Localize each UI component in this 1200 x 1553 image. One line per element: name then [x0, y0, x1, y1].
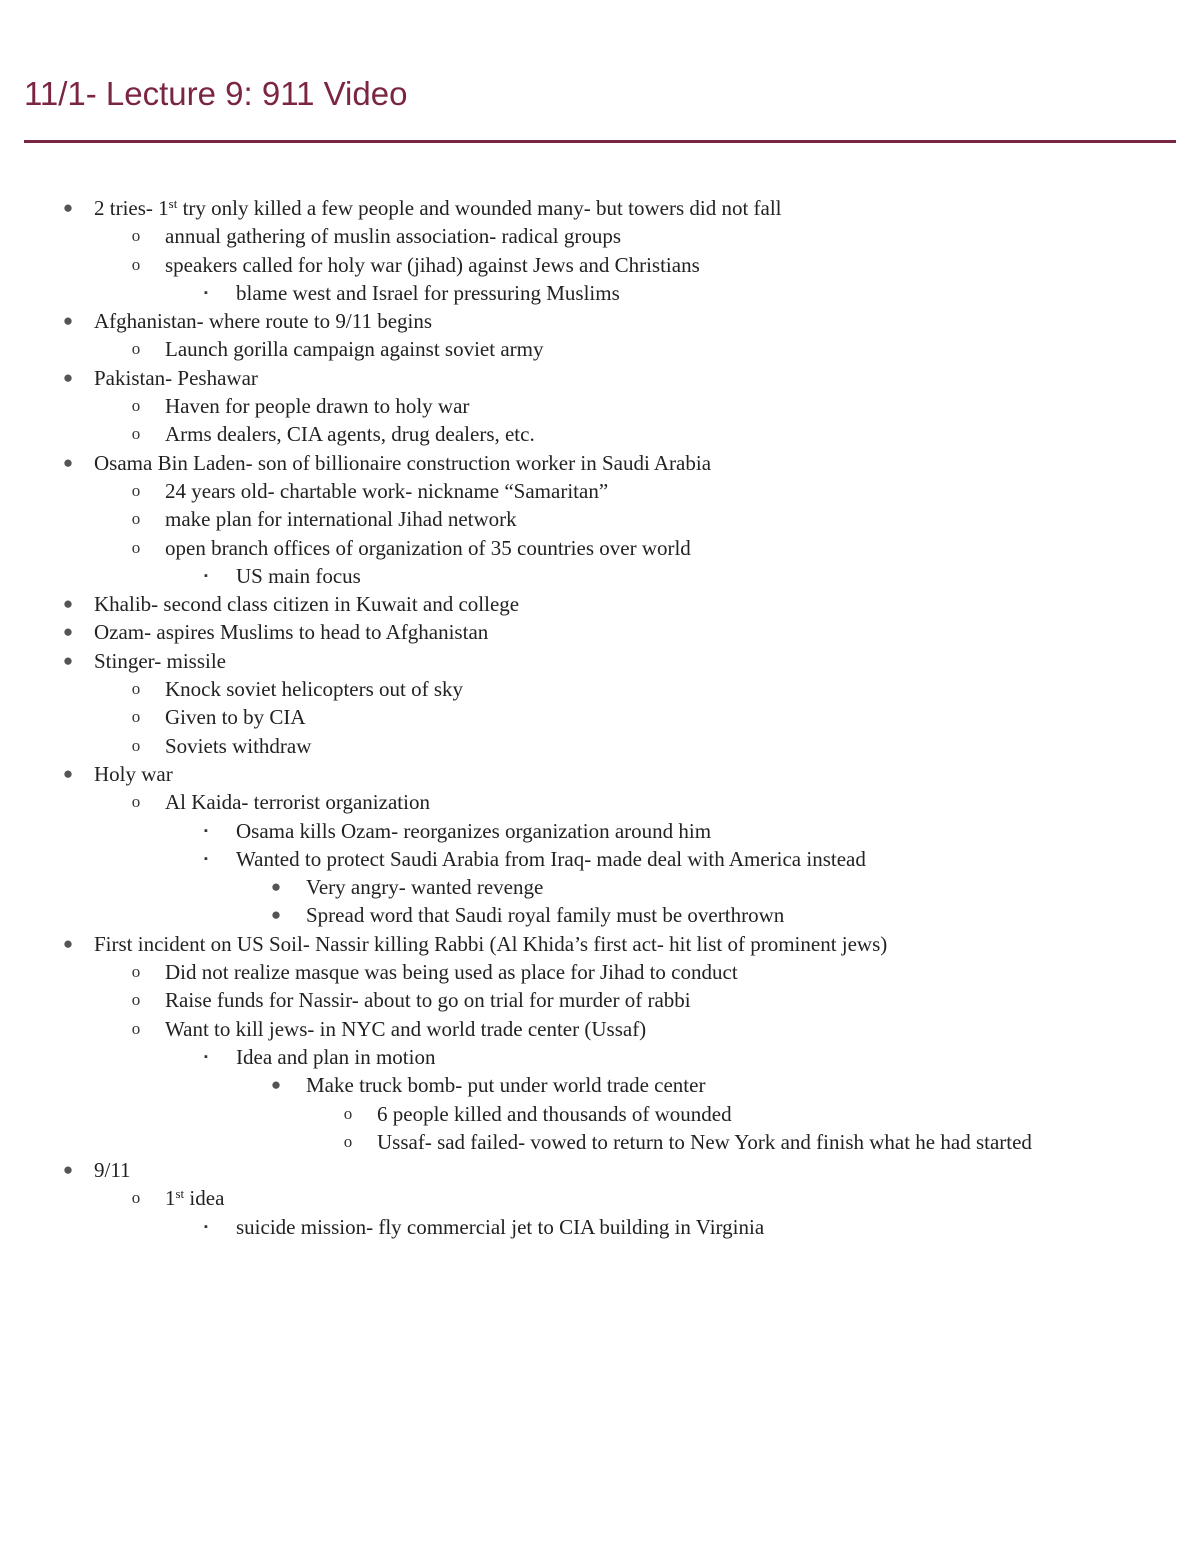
list-item — [0, 1184, 1200, 1212]
circle-bullet-icon: o — [131, 990, 141, 1010]
list-item — [0, 1015, 1200, 1043]
list-item — [0, 251, 1200, 279]
list-item — [0, 222, 1200, 250]
list-item — [0, 930, 1200, 958]
bullet-icon: ● — [62, 622, 74, 642]
list-item-text: Spread word that Saudi royal family must be overthrown — [306, 903, 785, 928]
list-item-text: Holy war — [94, 761, 173, 786]
list-item — [0, 449, 1200, 477]
list-item — [0, 788, 1200, 816]
list-item-text: 1st idea — [165, 1186, 225, 1211]
circle-bullet-icon: o — [343, 1131, 353, 1151]
circle-bullet-icon: o — [131, 396, 141, 416]
list-item — [0, 901, 1200, 929]
list-item-text: suicide mission- fly commercial jet to CIA building in Virginia — [236, 1214, 765, 1239]
list-item — [0, 647, 1200, 675]
bullet-icon: ● — [62, 763, 74, 783]
list-item — [0, 675, 1200, 703]
bullet-icon: ● — [62, 594, 74, 614]
list-item-text: open branch offices of organization of 35 countries over world — [165, 535, 691, 560]
list-item-text: Given to by CIA — [165, 705, 306, 730]
list-item-text: Haven for people drawn to holy war — [165, 394, 470, 419]
list-item-text: Ussaf- sad failed- vowed to return to New York and finish what he had started — [377, 1129, 1032, 1154]
list-item — [0, 1071, 1200, 1099]
list-item-text: 9/11 — [94, 1158, 131, 1183]
list-item-text: Ozam- aspires Muslims to head to Afghanistan — [94, 620, 489, 645]
circle-bullet-icon: o — [131, 509, 141, 529]
square-bullet-icon: ▪ — [204, 852, 208, 865]
list-item — [0, 760, 1200, 788]
list-item — [0, 1213, 1200, 1241]
list-item-text: Wanted to protect Saudi Arabia from Iraq- made deal with America instead — [236, 846, 866, 871]
list-item-text: 2 tries- 1st try only killed a few people and wounded many- but towers did not fall — [94, 196, 782, 220]
list-item — [0, 335, 1200, 363]
list-item — [0, 392, 1200, 420]
list-item-text: Osama Bin Laden- son of billionaire construction worker in Saudi Arabia — [94, 450, 712, 475]
circle-bullet-icon: o — [343, 1103, 353, 1123]
list-item — [0, 420, 1200, 448]
list-item-text: Soviets withdraw — [165, 733, 312, 758]
circle-bullet-icon: o — [131, 735, 141, 755]
list-item — [0, 590, 1200, 618]
square-bullet-icon: ▪ — [204, 1220, 208, 1233]
square-bullet-icon: ▪ — [204, 569, 208, 582]
bullet-icon: ● — [62, 650, 74, 670]
list-item-text: Make truck bomb- put under world trade center — [306, 1073, 706, 1098]
list-item — [0, 562, 1200, 590]
list-item — [0, 534, 1200, 562]
list-item — [0, 1156, 1200, 1184]
bullet-icon: ● — [62, 198, 74, 217]
list-item-text: Arms dealers, CIA agents, drug dealers, etc. — [165, 422, 535, 447]
list-item-text: 6 people killed and thousands of wounded — [377, 1101, 732, 1126]
bullet-icon: ● — [62, 311, 74, 331]
list-item-text: Stinger- missile — [94, 648, 226, 673]
bullet-icon: ● — [270, 905, 282, 925]
list-item — [0, 873, 1200, 901]
list-item-text: Osama kills Ozam- reorganizes organization around him — [236, 818, 712, 843]
list-item — [0, 1043, 1200, 1071]
list-item — [0, 194, 1200, 222]
circle-bullet-icon: o — [131, 792, 141, 812]
list-item-text: make plan for international Jihad network — [165, 507, 517, 532]
circle-bullet-icon: o — [131, 707, 141, 727]
list-item — [0, 1128, 1200, 1156]
list-item — [0, 1100, 1200, 1128]
square-bullet-icon: ▪ — [204, 286, 208, 299]
bullet-icon: ● — [62, 1160, 74, 1180]
list-item-text: Raise funds for Nassir- about to go on trial for murder of rabbi — [165, 988, 691, 1013]
list-item-text: Very angry- wanted revenge — [306, 875, 544, 900]
circle-bullet-icon: o — [131, 1188, 141, 1208]
circle-bullet-icon: o — [131, 962, 141, 982]
list-item-text: Idea and plan in motion — [236, 1044, 436, 1069]
list-item-text: blame west and Israel for pressuring Muslims — [236, 280, 620, 305]
list-item — [0, 307, 1200, 335]
list-item-text: Khalib- second class citizen in Kuwait and college — [94, 592, 520, 617]
list-item-text: annual gathering of muslin association- radical groups — [165, 224, 622, 249]
list-item-text: First incident on US Soil- Nassir killing Rabbi (Al Khida’s first act- hit list of prominent jews) — [94, 931, 888, 956]
circle-bullet-icon: o — [131, 480, 141, 500]
list-item-text: Knock soviet helicopters out of sky — [165, 677, 464, 702]
square-bullet-icon: ▪ — [204, 824, 208, 837]
bullet-icon: ● — [62, 367, 74, 387]
list-item — [0, 618, 1200, 646]
circle-bullet-icon: o — [131, 1018, 141, 1038]
page-title: 11/1- Lecture 9: 911 Video — [24, 75, 408, 112]
lecture-notes — [0, 194, 1200, 1241]
list-item-text: Al Kaida- terrorist organization — [165, 790, 430, 815]
list-item-text: US main focus — [236, 563, 361, 588]
list-item — [0, 732, 1200, 760]
list-item — [0, 986, 1200, 1014]
bullet-icon: ● — [270, 877, 282, 897]
list-item — [0, 703, 1200, 731]
list-item-text: Launch gorilla campaign against soviet army — [165, 337, 544, 362]
circle-bullet-icon: o — [131, 339, 141, 359]
list-item-text: Afghanistan- where route to 9/11 begins — [94, 309, 433, 334]
list-item — [0, 505, 1200, 533]
list-item — [0, 845, 1200, 873]
title-divider — [24, 140, 1176, 143]
bullet-icon: ● — [270, 1075, 282, 1095]
list-item-text: 24 years old- chartable work- nickname “Samaritan” — [165, 478, 609, 503]
circle-bullet-icon: o — [131, 537, 141, 557]
list-item-text: speakers called for holy war (jihad) against Jews and Christians — [165, 252, 700, 277]
bullet-icon: ● — [62, 933, 74, 953]
list-item-text: Pakistan- Peshawar — [94, 365, 258, 390]
list-item — [0, 817, 1200, 845]
list-item — [0, 364, 1200, 392]
bullet-icon: ● — [62, 452, 74, 472]
list-item-text: Did not realize masque was being used as place for Jihad to conduct — [165, 960, 738, 985]
list-item — [0, 279, 1200, 307]
list-item-text: Want to kill jews- in NYC and world trade center (Ussaf) — [165, 1016, 647, 1041]
square-bullet-icon: ▪ — [204, 1050, 208, 1063]
circle-bullet-icon: o — [131, 424, 141, 444]
list-item — [0, 958, 1200, 986]
circle-bullet-icon: o — [131, 226, 141, 246]
circle-bullet-icon: o — [131, 679, 141, 699]
list-item — [0, 477, 1200, 505]
circle-bullet-icon: o — [131, 254, 141, 274]
